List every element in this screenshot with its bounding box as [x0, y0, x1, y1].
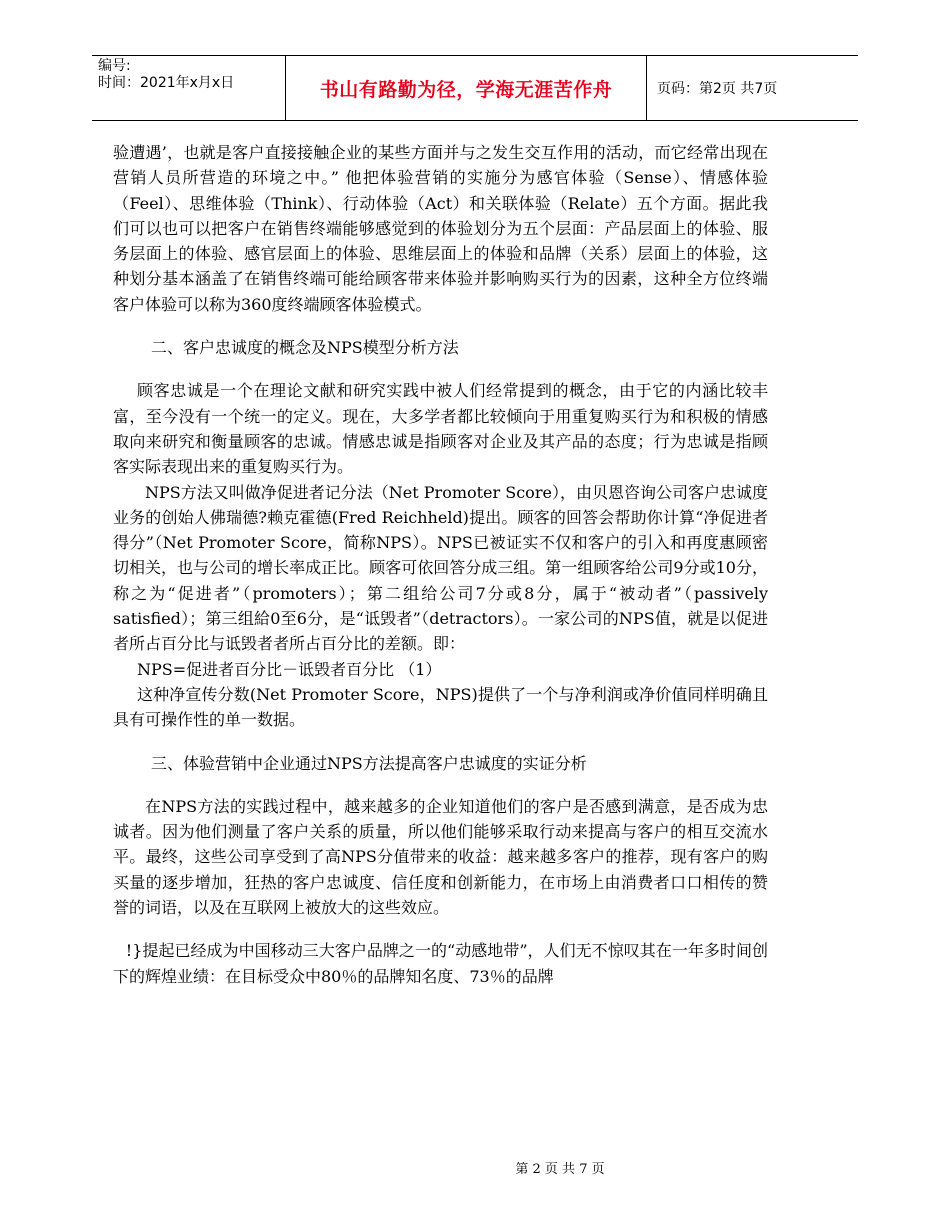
header-page-info: 页码：第2页 共7页 — [657, 81, 778, 97]
paragraph-nps-description: 这种净宣传分数(Net Promoter Score，NPS)提供了一个与净利润或净价值同样明确且具有可操作性的单一数据。 — [113, 684, 768, 730]
paragraph-customer-loyalty: 顾客忠诚是一个在理论文献和研究实践中被人们经常提到的概念，由于它的内涵比较丰富，至今没有一个统一的定义。现在，大多学者都比较倾向于用重复购买行为和积极的情感取向来研究和衡量顾客的忠诚。情感忠诚是指顾客对企业及其产品的态度；行为忠诚是指顾客实际表现出来的重复购买行为。 — [113, 381, 768, 477]
section-heading-3: 三、体验营销中企业通过NPS方法提高客户忠诚度的实证分析 — [151, 753, 587, 773]
paragraph-nps-method: NPS方法又叫做净促进者记分法（Net Promoter Score），由贝恩咨询公司客户忠诚度业务的创始人佛瑞德?赖克霍德(Fred Reichheld)提出。顾客的回答会帮助你计算“净促进者得分”（Net Promoter Score，简称NPS）。NPS已被证实不仅和客户的引入和再度惠顾密切相关，也与公司的增长率成正比。顾客可依回答分成三组。第一组顾客给公司9分或10分，称之为“促进者”（promoters）；第二组给公司7分或8分，属于“被动者”（passively satisfied）；第三组給0至6分，是“诋毁者”（detractors）。一家公司的NPS值，就是以促进者所占百分比与诋毁者者所占百分比的差额。即： — [113, 482, 768, 654]
header-meta — [92, 56, 286, 120]
header-motto: 书山有路勤为径，学海无涯苦作舟 — [286, 56, 647, 120]
paragraph-m-zone: !}提起已经成为中国移动三大客户品牌之一的“动感地带”，人们无不惊叹其在一年多时间创下的辉煌业绩：在目标受众中80％的品牌知名度、73％的品牌 — [113, 941, 768, 986]
time-label: 时间：2021年x月x日 — [98, 75, 235, 91]
nps-formula: NPS=促进者百分比－诋毁者百分比 （1） — [137, 659, 442, 679]
document-body — [113, 140, 768, 989]
paragraph-nps-practice: 在NPS方法的实践过程中，越来越多的企业知道他们的客户是否感到满意，是否成为忠诚者。因为他们测量了客户关系的质量，所以他们能够采取行动来提高与客户的相互交流水平。最终，这些公司享受到了高NPS分值带来的收益：越来越多客户的推荐，现有客户的购买量的逐步增加，狂热的客户忠诚度、信任度和创新能力，在市场上由消费者口口相传的赞誉的词语，以及在互联网上被放大的这些效应。 — [113, 796, 768, 918]
number-label: 编号: — [98, 58, 131, 74]
paragraph-experience-dimensions: 验遭遇’，也就是客户直接接触企业的某些方面并与之发生交互作用的活动，而它经常出现在营销人员所营造的环境之中。” 他把体验营销的实施分为感官体验（Sense）、情感体验（Feel）、思维体验（Think）、行动体验（Act）和关联体验（Relate）五个方面。据此我们可以也可以把客户在销售终端能够感觉到的体验划分为五个层面：产品层面上的体验、服务层面上的体验、感官层面上的体验、思维层面上的体验和品牌（关系）层面上的体验，这种划分基本涵盖了在销售终端可能给顾客带来体验并影响购买行为的因素，这种全方位终端客户体验可以称为360度终端顾客体验模式。 — [113, 143, 768, 314]
page-header — [92, 55, 858, 121]
section-heading-2: 二、客户忠诚度的概念及NPS模型分析方法 — [151, 338, 459, 358]
page-footer: 第 2 页 共 7 页 — [515, 1162, 605, 1177]
